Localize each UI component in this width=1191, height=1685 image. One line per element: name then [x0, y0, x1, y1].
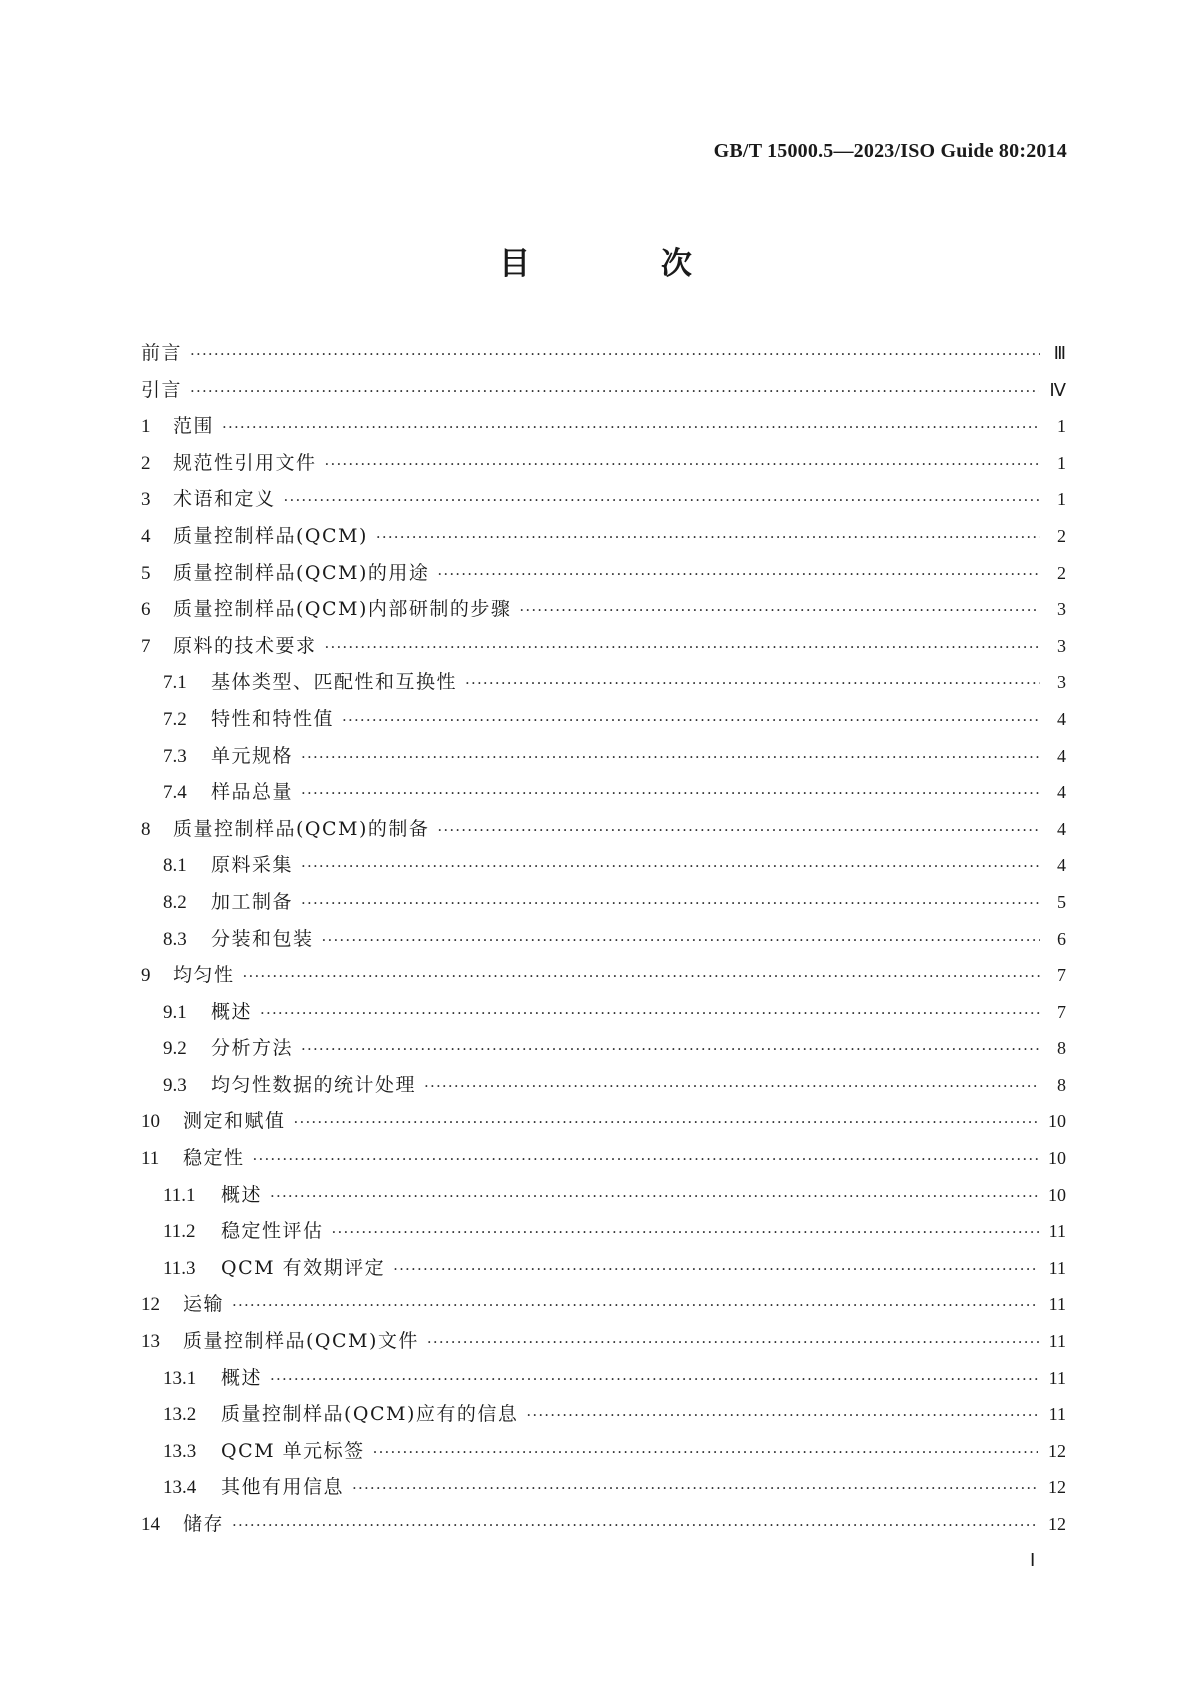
toc-dot-leader — [222, 418, 1040, 436]
table-of-contents — [141, 338, 1066, 1546]
toc-dot-leader — [352, 1479, 1038, 1497]
toc-entry-number: 5 — [141, 562, 151, 584]
toc-dot-leader — [270, 1187, 1038, 1205]
toc-dot-leader — [232, 1516, 1038, 1534]
toc-dot-leader — [301, 784, 1040, 802]
toc-dot-leader — [294, 1113, 1038, 1131]
toc-entry[interactable] — [141, 1436, 1066, 1473]
toc-entry[interactable] — [141, 1363, 1066, 1400]
toc-entry-page: Ⅲ — [1053, 343, 1066, 363]
toc-entry[interactable] — [141, 814, 1066, 851]
toc-dot-leader — [253, 1150, 1038, 1168]
toc-dot-leader — [393, 1260, 1039, 1278]
toc-entry[interactable] — [141, 1326, 1066, 1363]
toc-entry[interactable] — [141, 1399, 1066, 1436]
toc-entry[interactable] — [141, 1289, 1066, 1326]
toc-entry[interactable] — [141, 1106, 1066, 1143]
toc-entry[interactable] — [141, 960, 1066, 997]
toc-entry-label: 质量控制样品(QCM)的用途 — [173, 561, 430, 584]
toc-entry-number: 9.3 — [163, 1074, 187, 1096]
toc-entry-label: 原料的技术要求 — [173, 634, 317, 657]
toc-dot-leader — [519, 601, 1040, 619]
toc-entry-page: 4 — [1057, 745, 1066, 766]
toc-entry-page: 4 — [1057, 855, 1066, 876]
toc-entry-label: 质量控制样品(QCM)的制备 — [173, 817, 430, 840]
toc-entry-number: 13 — [141, 1331, 160, 1353]
toc-entry[interactable] — [141, 667, 1066, 704]
toc-entry-page: 7 — [1057, 1001, 1066, 1022]
toc-entry[interactable] — [141, 887, 1066, 924]
toc-entry-page: 1 — [1057, 489, 1066, 510]
toc-entry-label: 规范性引用文件 — [173, 451, 317, 474]
toc-entry-number: 8 — [141, 818, 151, 840]
toc-entry-number: 12 — [141, 1294, 160, 1316]
toc-entry[interactable] — [141, 741, 1066, 778]
toc-entry-number: 7.2 — [163, 708, 187, 730]
toc-entry[interactable] — [141, 631, 1066, 668]
toc-entry-label: 分装和包装 — [211, 927, 314, 950]
toc-entry-label: 质量控制样品(QCM)应有的信息 — [221, 1403, 519, 1426]
toc-entry-number: 14 — [141, 1514, 160, 1535]
toc-entry-page: 2 — [1057, 562, 1066, 583]
toc-entry-page: 1 — [1057, 452, 1066, 473]
toc-entry-number: 9.1 — [163, 1001, 187, 1023]
toc-entry[interactable] — [141, 1472, 1066, 1509]
toc-entry-number: 11.3 — [163, 1257, 196, 1279]
toc-dot-leader — [424, 1077, 1040, 1095]
toc-dot-leader — [260, 1004, 1040, 1022]
toc-entry-page: 10 — [1048, 1148, 1066, 1169]
toc-entry-page: 3 — [1057, 599, 1066, 620]
toc-dot-leader — [232, 1296, 1039, 1314]
toc-entry[interactable] — [141, 777, 1066, 814]
toc-entry-page: 12 — [1048, 1477, 1066, 1498]
toc-entry-number: 13.3 — [163, 1440, 197, 1462]
toc-entry-label: 分析方法 — [211, 1037, 294, 1060]
toc-entry-label: 其他有用信息 — [221, 1476, 345, 1499]
toc-entry-number: 7 — [141, 635, 151, 657]
toc-entry-label: 稳定性评估 — [221, 1220, 324, 1243]
toc-entry-number: 9.2 — [163, 1038, 187, 1060]
toc-entry-page: 3 — [1057, 672, 1066, 693]
page-title: 目 次 — [499, 246, 752, 282]
toc-dot-leader — [332, 1223, 1039, 1241]
toc-entry-label: 均匀性数据的统计处理 — [211, 1073, 417, 1096]
toc-entry-label: 基体类型、匹配性和互换性 — [211, 671, 458, 694]
toc-dot-leader — [190, 382, 1039, 400]
toc-dot-leader — [322, 931, 1040, 949]
toc-entry-number: 7.4 — [163, 782, 187, 804]
toc-entry-label: 质量控制样品(QCM)内部研制的步骤 — [173, 598, 512, 621]
toc-entry-page: 2 — [1057, 525, 1066, 546]
toc-dot-leader — [243, 967, 1040, 985]
toc-entry-label: 运输 — [183, 1293, 225, 1316]
toc-dot-leader — [342, 711, 1040, 729]
toc-entry-page: 4 — [1057, 708, 1066, 729]
toc-dot-leader — [284, 491, 1040, 509]
toc-dot-leader — [301, 857, 1040, 875]
toc-entry[interactable] — [141, 375, 1066, 412]
toc-dot-leader — [325, 455, 1040, 473]
toc-entry-number: 6 — [141, 599, 151, 621]
toc-entry-number: 13.2 — [163, 1404, 197, 1426]
toc-entry-page: Ⅳ — [1049, 379, 1066, 400]
toc-entry-number: 7.3 — [163, 745, 187, 767]
page-number: Ⅰ — [1030, 1550, 1036, 1570]
toc-entry[interactable] — [141, 997, 1066, 1034]
toc-dot-leader — [465, 674, 1040, 692]
toc-entry-page: 3 — [1057, 635, 1066, 656]
toc-entry-page: 11 — [1048, 1221, 1066, 1242]
toc-entry-label: QCM 单元标签 — [221, 1439, 365, 1462]
toc-entry-page: 10 — [1048, 1184, 1066, 1205]
toc-dot-leader — [526, 1406, 1038, 1424]
toc-entry-number: 8.3 — [163, 928, 187, 950]
toc-entry-page: 4 — [1057, 782, 1066, 803]
toc-entry[interactable] — [141, 1180, 1066, 1217]
toc-entry-number: 1 — [141, 416, 151, 438]
toc-entry-page: 6 — [1057, 928, 1066, 949]
toc-dot-leader — [190, 345, 1040, 363]
toc-entry-label: 均匀性 — [173, 964, 235, 987]
toc-entry[interactable] — [141, 594, 1066, 631]
toc-dot-leader — [301, 1040, 1040, 1058]
toc-entry-page: 8 — [1057, 1074, 1066, 1095]
toc-entry-number: 2 — [141, 452, 151, 474]
toc-entry[interactable] — [141, 924, 1066, 961]
toc-dot-leader — [301, 894, 1040, 912]
toc-dot-leader — [373, 1443, 1038, 1461]
toc-entry-label: 术语和定义 — [173, 488, 276, 511]
toc-entry-page: 11 — [1048, 1404, 1066, 1425]
toc-entry-number: 3 — [141, 489, 151, 511]
toc-entry[interactable] — [141, 704, 1066, 741]
toc-dot-leader — [376, 528, 1040, 546]
toc-entry-number: 7.1 — [163, 672, 187, 694]
toc-entry[interactable] — [141, 1253, 1066, 1290]
toc-entry[interactable] — [141, 448, 1066, 485]
toc-entry[interactable] — [141, 411, 1066, 448]
toc-entry-number: 4 — [141, 525, 151, 547]
toc-entry-label: 单元规格 — [211, 744, 294, 767]
toc-entry-number: 11 — [141, 1148, 160, 1170]
toc-entry-label: 概述 — [211, 1000, 253, 1023]
toc-dot-leader — [301, 748, 1040, 766]
standard-code: GB/T 15000.5—2023/ISO Guide 80:2014 — [713, 140, 1067, 162]
toc-entry[interactable] — [141, 1143, 1066, 1180]
toc-entry-page: 1 — [1057, 416, 1066, 437]
toc-entry-number: 11.2 — [163, 1221, 196, 1243]
toc-entry-label: 加工制备 — [211, 890, 294, 913]
toc-entry-label: 储存 — [183, 1513, 225, 1535]
toc-entry[interactable] — [141, 521, 1066, 558]
toc-dot-leader — [270, 1370, 1039, 1388]
toc-entry-number: 10 — [141, 1111, 160, 1133]
toc-entry-page: 5 — [1057, 891, 1066, 912]
toc-entry-page: 4 — [1057, 818, 1066, 839]
toc-entry-label: 原料采集 — [211, 854, 294, 877]
toc-entry-page: 12 — [1048, 1514, 1066, 1534]
toc-entry-number: 8.1 — [163, 855, 187, 877]
toc-entry[interactable] — [141, 1509, 1066, 1546]
toc-entry-page: 11 — [1048, 1257, 1066, 1278]
toc-entry-label: 前言 — [141, 342, 183, 364]
toc-entry[interactable] — [141, 850, 1066, 887]
toc-entry-page: 11 — [1048, 1367, 1066, 1388]
toc-entry-label: 测定和赋值 — [183, 1110, 286, 1133]
toc-entry[interactable] — [141, 558, 1066, 595]
toc-entry-label: 质量控制样品(QCM) — [173, 524, 368, 547]
toc-entry[interactable] — [141, 1070, 1066, 1107]
toc-dot-leader — [427, 1333, 1039, 1351]
toc-entry-label: 样品总量 — [211, 781, 294, 804]
toc-entry-page: 10 — [1048, 1111, 1066, 1132]
toc-entry-label: 引言 — [141, 378, 183, 401]
toc-entry-number: 13.1 — [163, 1367, 197, 1389]
toc-entry[interactable] — [141, 1216, 1066, 1253]
toc-entry-label: 概述 — [221, 1183, 263, 1206]
toc-entry-page: 11 — [1048, 1331, 1066, 1352]
toc-entry-label: 特性和特性值 — [211, 707, 335, 730]
toc-dot-leader — [325, 638, 1040, 656]
toc-entry[interactable] — [141, 484, 1066, 521]
toc-entry-number: 11.1 — [163, 1184, 196, 1206]
toc-entry-label: 质量控制样品(QCM)文件 — [183, 1330, 419, 1353]
toc-entry-page: 11 — [1048, 1294, 1066, 1315]
toc-entry[interactable] — [141, 338, 1066, 375]
toc-dot-leader — [437, 821, 1040, 839]
toc-entry-label: QCM 有效期评定 — [221, 1256, 386, 1279]
toc-entry-page: 7 — [1057, 965, 1066, 986]
toc-entry-number: 8.2 — [163, 891, 187, 913]
toc-entry[interactable] — [141, 1033, 1066, 1070]
toc-entry-number: 9 — [141, 965, 151, 987]
toc-entry-label: 范围 — [173, 415, 215, 438]
toc-entry-number: 13.4 — [163, 1477, 197, 1499]
toc-dot-leader — [437, 565, 1040, 583]
toc-entry-label: 稳定性 — [183, 1147, 245, 1170]
toc-entry-page: 8 — [1057, 1038, 1066, 1059]
toc-entry-label: 概述 — [221, 1366, 263, 1389]
toc-entry-page: 12 — [1048, 1440, 1066, 1461]
